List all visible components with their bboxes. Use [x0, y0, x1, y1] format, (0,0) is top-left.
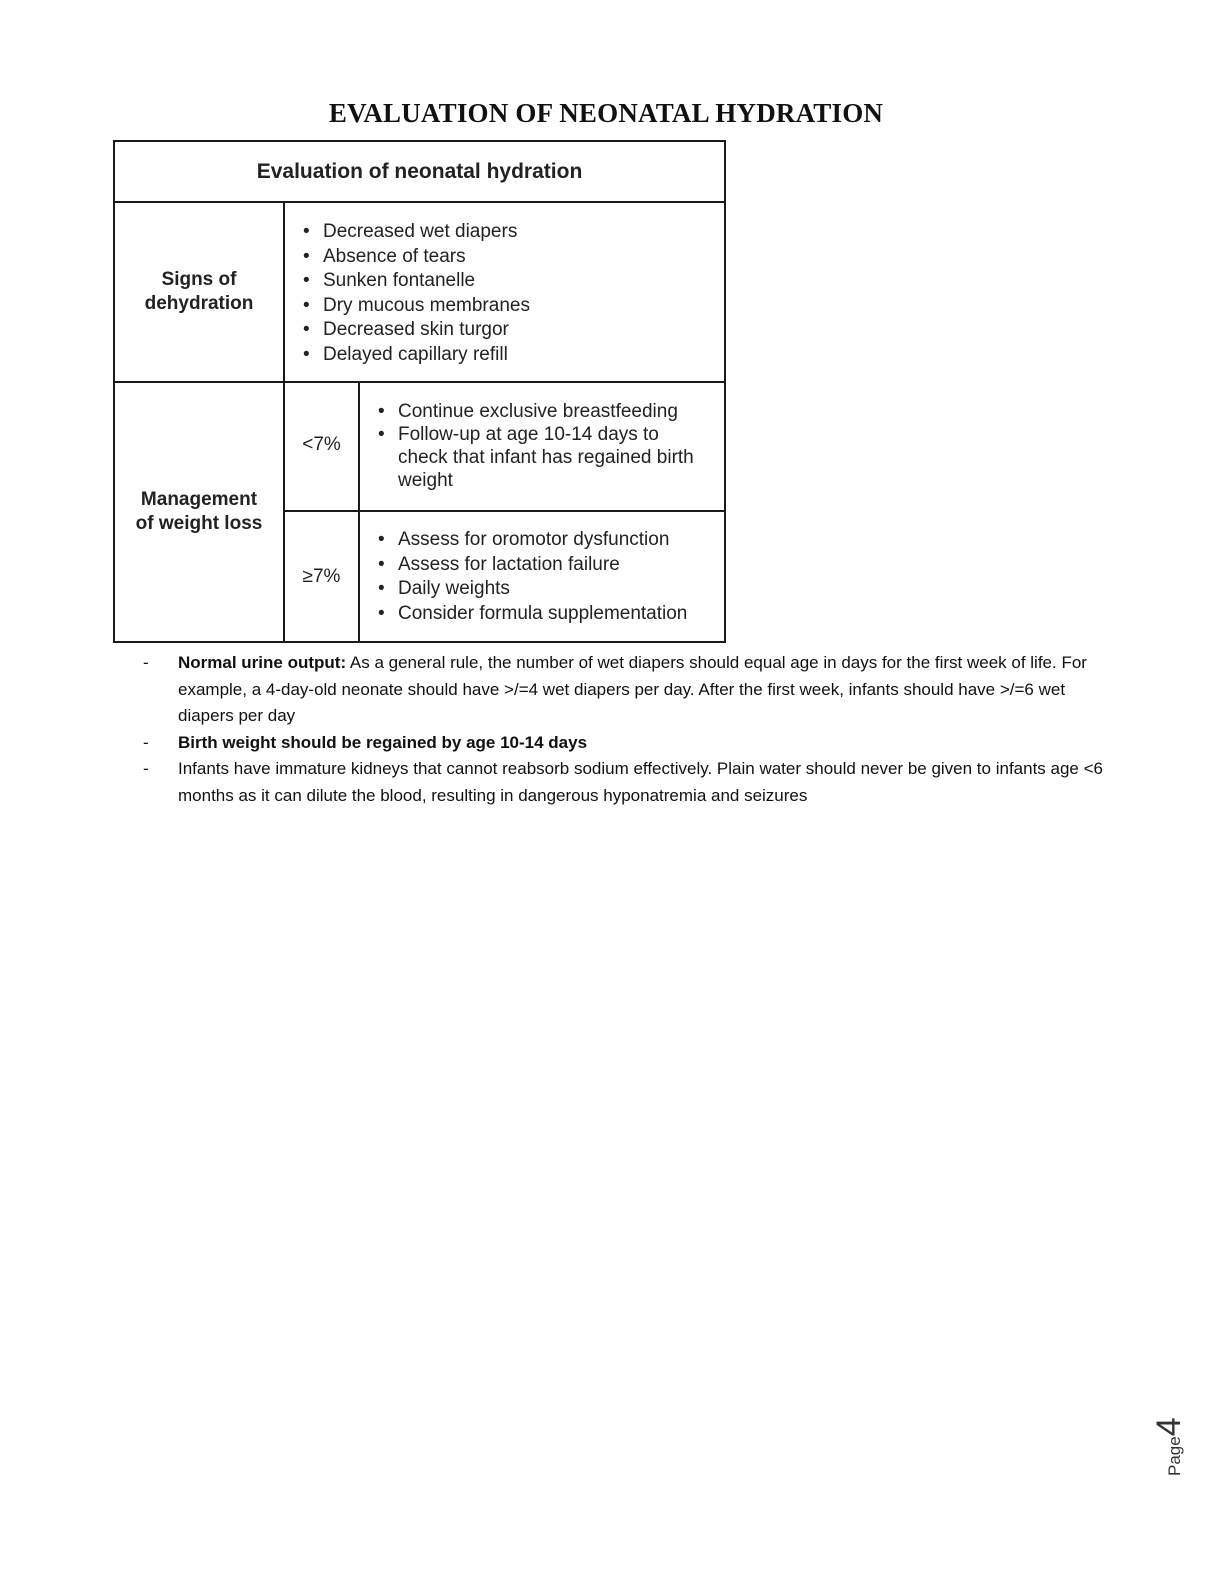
hydration-table [113, 140, 726, 643]
over-7-list [378, 528, 724, 626]
list-item: • Decreased skin turgor [303, 318, 724, 343]
table-header: Evaluation of neonatal hydration [115, 142, 724, 203]
list-item: • Delayed capillary refill [303, 343, 724, 368]
signs-of-dehydration-label [115, 203, 285, 383]
page-number-footer [1150, 1400, 1190, 1480]
list-item: • Dry mucous membranes [303, 294, 724, 319]
page-word: Page [1165, 1436, 1184, 1476]
list-item: • Daily weights [378, 577, 724, 602]
note-text: As a general rule, the number of wet diapers should equal age in days for the first week of life. For example, a 4-day-old neonate should have >/=4 wet diapers per day. After the first week, infants should have >/=6 wet diapers per day [178, 653, 1087, 725]
management-of-weight-loss-label [115, 383, 285, 641]
signs-cell [285, 203, 724, 383]
list-item: • Consider formula supplementation [378, 602, 724, 627]
signs-label-line1: Signs of [161, 269, 237, 290]
note-text: Infants have immature kidneys that cannot reabsorb sodium effectively. Plain water should never be given to infants age <6 months as it can dilute the blood, resulting in dangerous hyponatremia and seizures [178, 759, 1103, 805]
list-item: • Absence of tears [303, 245, 724, 270]
dash-marker: - [143, 759, 149, 778]
over-7-cell [360, 512, 724, 641]
under-7-list [378, 400, 724, 492]
dash-marker: - [143, 653, 149, 672]
notes-list [140, 650, 1115, 809]
list-item: • Decreased wet diapers [303, 220, 724, 245]
list-item: • Follow-up at age 10-14 days to check that infant has regained birth weight [378, 423, 698, 492]
threshold-over-7: ≥7% [285, 512, 360, 641]
list-item: • Sunken fontanelle [303, 269, 724, 294]
note-bold-text: Birth weight should be regained by age 10-14 days [178, 732, 588, 752]
note-kidneys [140, 756, 1115, 809]
management-label-line1: Management [140, 489, 258, 510]
list-item: • Assess for oromotor dysfunction [378, 528, 724, 553]
signs-list [303, 220, 724, 368]
under-7-cell [360, 383, 724, 512]
page-title: EVALUATION OF NEONATAL HYDRATION [328, 98, 884, 128]
note-urine-output [140, 650, 1115, 730]
note-birth-weight [140, 730, 1115, 757]
dash-marker: - [143, 732, 149, 752]
signs-label-line2: dehydration [144, 293, 254, 314]
note-bold-label: Normal urine output: [178, 653, 347, 672]
management-label-line2: of weight loss [135, 513, 263, 534]
list-item: • Assess for lactation failure [378, 553, 724, 578]
threshold-under-7: <7% [285, 383, 360, 512]
page-number: 4 [1150, 1417, 1188, 1437]
list-item: • Continue exclusive breastfeeding [378, 400, 724, 423]
